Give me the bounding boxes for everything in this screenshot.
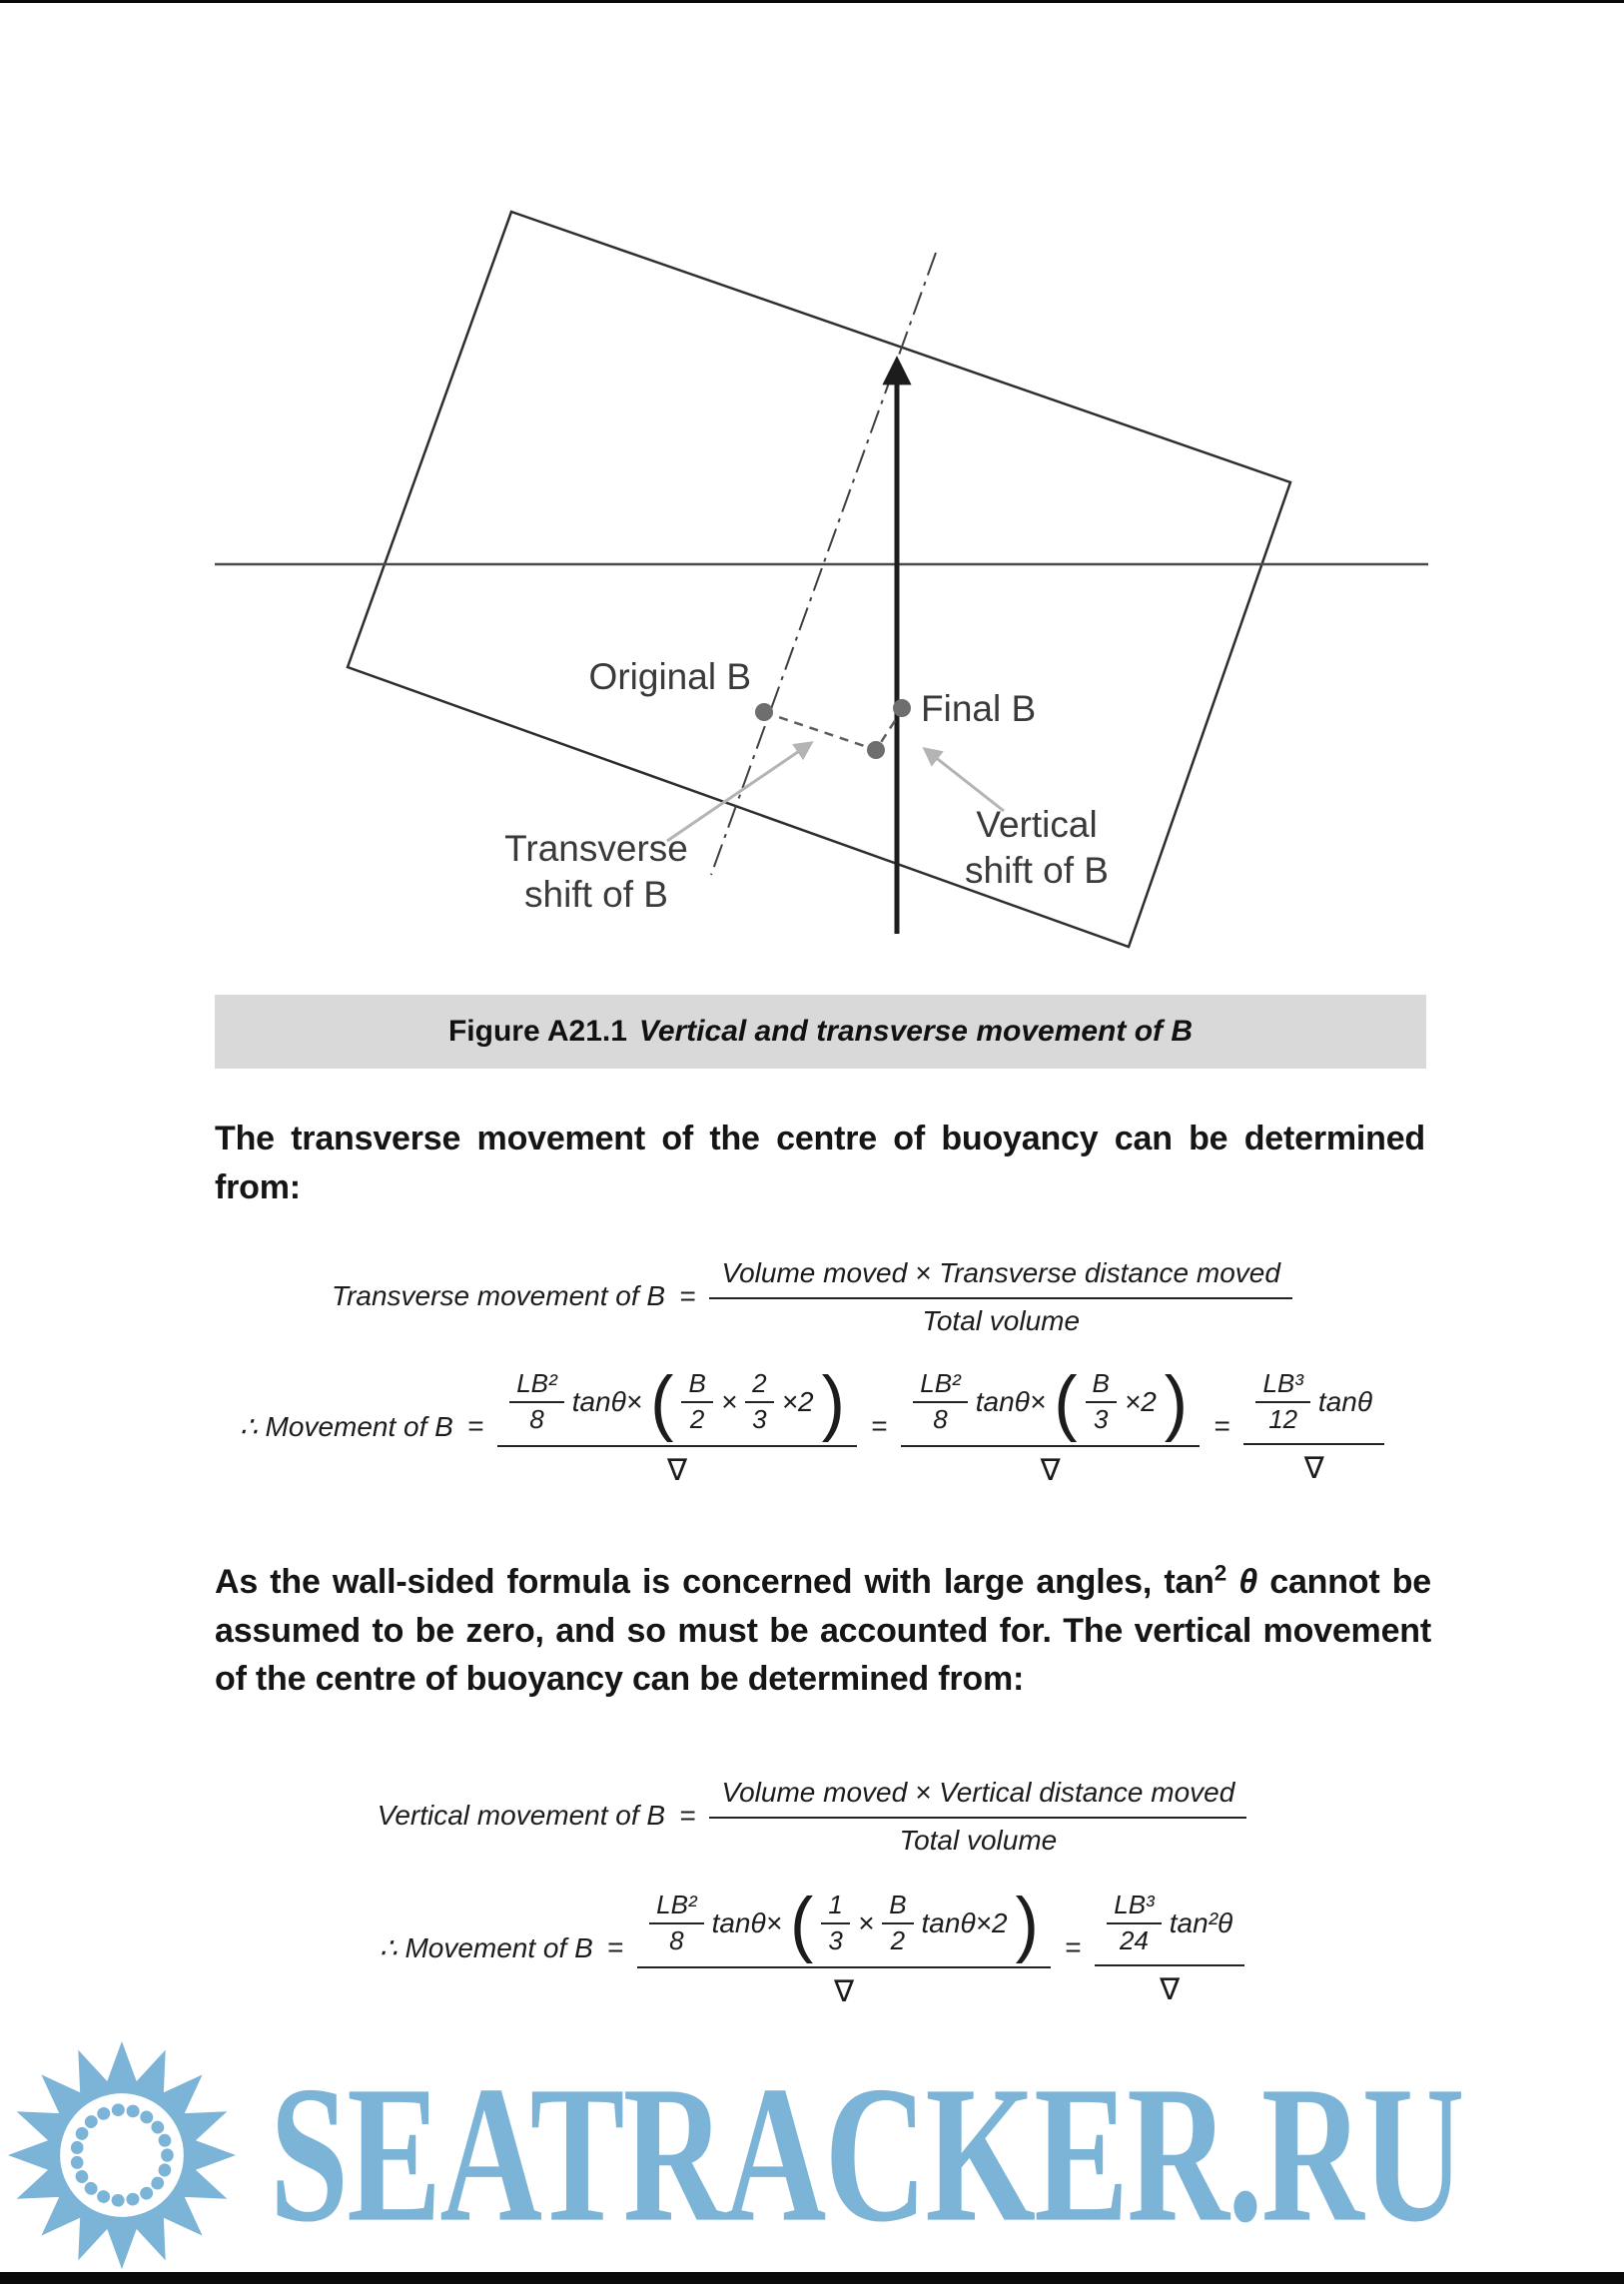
nabla-symbol: ∇: [1040, 1454, 1061, 1487]
buoyancy-shift-diagram: [0, 0, 1624, 991]
operator: tanθ×: [975, 1386, 1047, 1417]
formula-vertical-definition: [0, 1774, 1624, 1857]
superscript-2: 2: [1214, 1560, 1227, 1586]
vertical-shift-label-line1: Vertical: [976, 804, 1098, 845]
formula-lhs: Transverse movement of B: [332, 1279, 666, 1311]
intermediate-b-dot: [867, 741, 885, 759]
scan-edge-bottom: [0, 2272, 1624, 2284]
equals-sign: =: [679, 1799, 696, 1831]
equals-sign: =: [466, 1410, 484, 1441]
formula-lhs: Vertical movement of B: [377, 1799, 666, 1831]
fraction-lb3-over-12: [1255, 1369, 1309, 1435]
denominator: 24: [1120, 1925, 1149, 1955]
fraction-b-over-3: [1086, 1369, 1117, 1435]
paragraph-wall-sided: [215, 1558, 1431, 1704]
sun-logo-icon: [6, 2039, 238, 2271]
figure-caption-title: Vertical and transverse movement of B: [638, 1015, 1194, 1048]
denominator: 2: [689, 1404, 705, 1434]
paragraph-transverse-intro: The transverse movement of the centre of buoyancy can be determined from:: [215, 1120, 1425, 1206]
nabla-symbol: ∇: [667, 1454, 688, 1487]
fraction-lb3-over-24: [1107, 1891, 1161, 1956]
denominator: 2: [890, 1925, 906, 1955]
equals-sign: =: [679, 1279, 696, 1311]
numerator: LB³: [1255, 1369, 1309, 1403]
operator: ×2: [781, 1386, 814, 1417]
fraction-numerator: Volume moved × Transverse distance moved: [721, 1257, 1280, 1288]
equals-sign: =: [870, 1410, 888, 1441]
formula-vertical-movement: [0, 1883, 1624, 2009]
denominator: 8: [669, 1925, 684, 1955]
denominator: 8: [933, 1404, 948, 1434]
right-paren: ): [1015, 1883, 1039, 1964]
fraction-lb2-over-8: [509, 1369, 563, 1435]
watermark-text: SEATRACKER.RU: [270, 2046, 1463, 2264]
fraction-denominator: Total volume: [922, 1305, 1081, 1336]
vertical-shift-arrow: [925, 749, 1004, 811]
denominator: 12: [1268, 1404, 1298, 1434]
fraction-term-2: [1095, 1888, 1244, 2007]
formula-transverse-movement: [0, 1361, 1624, 1488]
transverse-shift-label-line2: shift of B: [524, 874, 668, 915]
left-paren: (: [790, 1883, 814, 1964]
denominator: 3: [828, 1925, 843, 1955]
numerator: 1: [821, 1891, 849, 1924]
fraction-lb2-over-8: [649, 1891, 703, 1956]
equals-sign: =: [1064, 1931, 1082, 1962]
numerator: LB²: [509, 1369, 563, 1403]
nabla-symbol: ∇: [1303, 1451, 1324, 1485]
formula-lhs: ∴ Movement of B: [239, 1410, 453, 1442]
numerator: B: [681, 1369, 712, 1403]
figure-caption-bar: [215, 995, 1426, 1069]
heeled-hull-outline: [348, 212, 1290, 947]
final-b-dot: [893, 699, 911, 717]
operator: tanθ: [1317, 1386, 1373, 1417]
numerator: B: [1086, 1369, 1117, 1403]
fraction-term-2: [901, 1361, 1200, 1488]
fraction-numerator: Volume moved × Vertical distance moved: [721, 1777, 1235, 1808]
numerator: LB³: [1107, 1891, 1161, 1924]
operator: tanθ×2: [921, 1907, 1008, 1938]
paragraph-text: As the wall-sided formula is concerned with large angles, tan: [215, 1563, 1215, 1601]
fraction-b-over-2: [882, 1891, 913, 1956]
formula-transverse-definition: [0, 1254, 1624, 1337]
denominator: 3: [1093, 1404, 1109, 1434]
original-b-label: Original B: [588, 656, 751, 697]
denominator: 8: [529, 1404, 544, 1434]
sun-scalloped-ring: [77, 2110, 168, 2201]
left-paren: (: [1054, 1361, 1078, 1443]
formula-lhs: ∴ Movement of B: [379, 1931, 593, 1963]
numerator: 2: [745, 1369, 773, 1403]
numerator: LB²: [913, 1369, 967, 1403]
fraction-term-3: [1243, 1366, 1384, 1486]
numerator: LB²: [649, 1891, 703, 1924]
operator: ×: [857, 1907, 875, 1938]
final-b-label: Final B: [921, 688, 1037, 729]
operator: ×: [720, 1386, 738, 1417]
vertical-shift-label-line2: shift of B: [965, 850, 1109, 891]
right-paren: ): [1164, 1361, 1189, 1443]
fraction-lb2-over-8: [913, 1369, 967, 1435]
theta-symbol: θ: [1226, 1563, 1270, 1601]
equals-sign: =: [606, 1931, 624, 1962]
transverse-shift-label-line1: Transverse: [504, 828, 688, 869]
operator: tanθ×: [711, 1907, 783, 1938]
fraction-term-1: [497, 1361, 857, 1488]
nabla-symbol: ∇: [833, 1975, 855, 2008]
fraction-2-over-3: [745, 1369, 773, 1435]
fraction: [709, 1774, 1246, 1857]
fraction-b-over-2: [681, 1369, 712, 1435]
fraction-denominator: Total volume: [899, 1825, 1058, 1856]
operator: tan²θ: [1169, 1907, 1233, 1938]
operator: ×2: [1124, 1386, 1157, 1417]
fraction-1-over-3: [821, 1891, 849, 1956]
left-paren: (: [650, 1361, 674, 1443]
original-b-dot: [755, 703, 773, 721]
paragraph-text: cannot be assumed to be zero, and so must be accounted for. The vertical movement of the centre of buoyancy can be determined from:: [215, 1563, 1431, 1699]
watermark: [0, 2037, 1624, 2272]
figure-caption-label: Figure A21.1: [447, 1015, 627, 1048]
operator: tanθ×: [571, 1386, 643, 1417]
denominator: 3: [752, 1404, 767, 1434]
fraction: [709, 1254, 1291, 1337]
equals-sign: =: [1214, 1410, 1230, 1441]
numerator: B: [882, 1891, 913, 1924]
fraction-term-1: [637, 1883, 1051, 2009]
nabla-symbol: ∇: [1160, 1972, 1181, 2006]
right-paren: ): [821, 1361, 845, 1443]
